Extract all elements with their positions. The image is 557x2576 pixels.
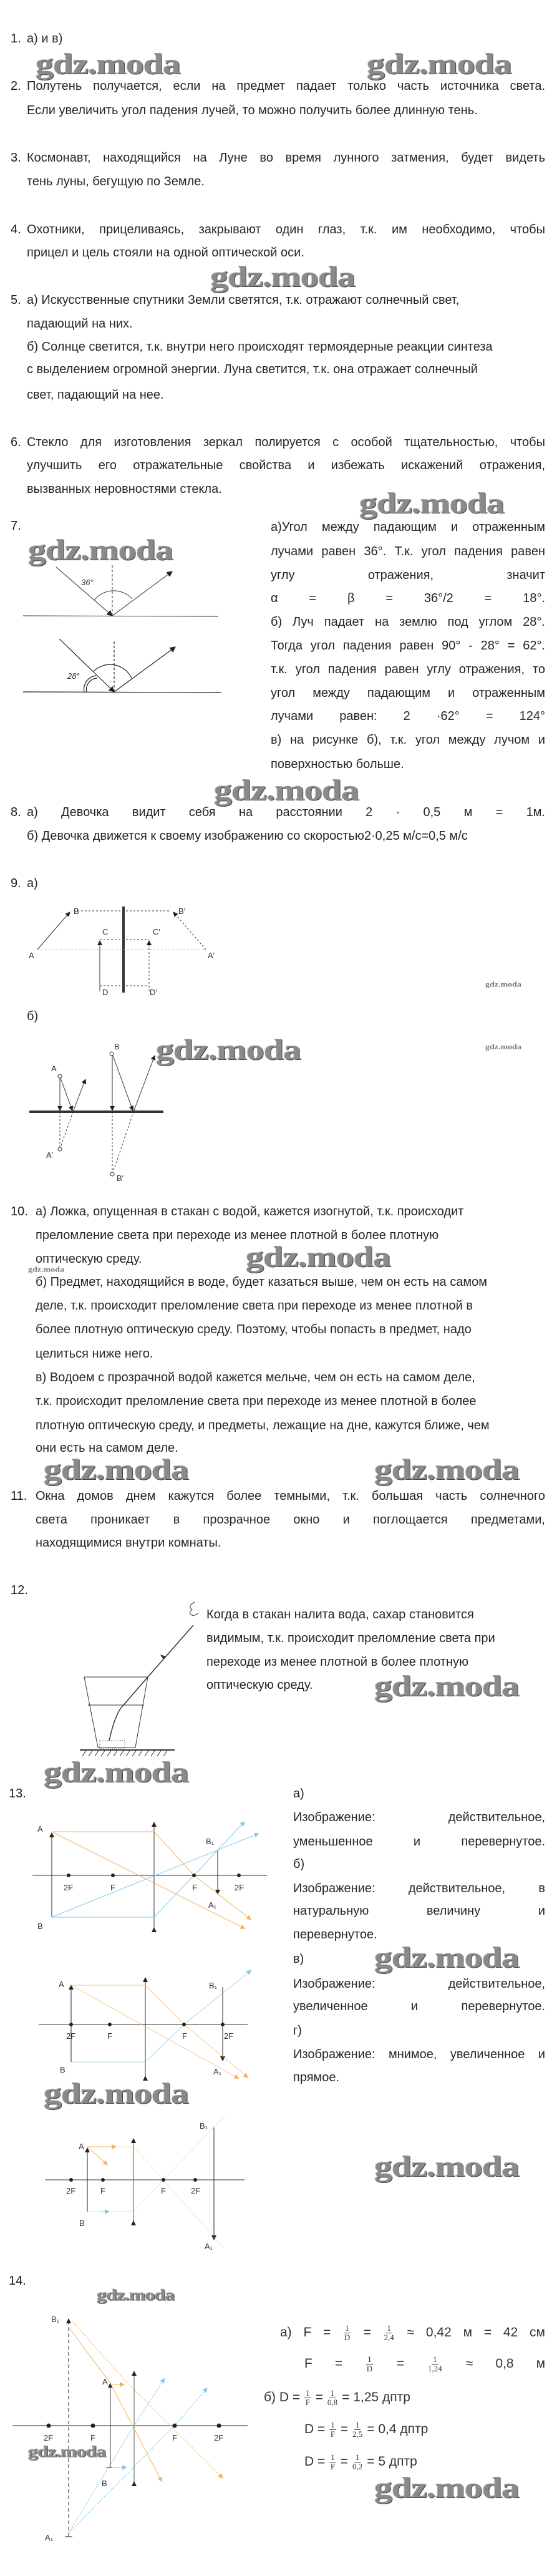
denominator: 2,4 (384, 2332, 394, 2342)
diagram-line (61, 1112, 73, 1147)
formula-token: 42 (503, 2325, 518, 2340)
q10-text-line: целиться ниже него. (36, 1347, 153, 1361)
q8-text-line: а) Девочка видит себя на расстоянии 2 · 0,5 м = 1м. (27, 805, 545, 819)
formula-token: F (303, 2325, 312, 2340)
label-D: D (102, 988, 109, 997)
q5-text-line: падающий на них. (27, 317, 133, 331)
q2-text-line: Если увеличить угол падения лучей, то можно получить более длинную тень. (27, 104, 478, 117)
q6-text-line: вызванных неровностями стекла. (27, 482, 222, 496)
q14-number: 14. (9, 2274, 26, 2288)
formula-token: = (396, 2356, 404, 2371)
diagram-line (71, 1985, 237, 2078)
formula-token: = (340, 2422, 349, 2436)
label-A: A (102, 2377, 108, 2386)
formula-token: D = (304, 2422, 326, 2436)
formula-token: = 0,4 дптр (367, 2422, 429, 2436)
q13-text-line: г) (293, 2024, 302, 2038)
fraction (428, 2355, 442, 2373)
numerator: 1 (306, 2388, 310, 2398)
q9-number: 9. (11, 877, 21, 890)
angle-arc (94, 664, 132, 678)
q9-text-line: б) (27, 1009, 39, 1023)
watermark-logo: gdz.moda (374, 1453, 520, 1486)
watermark-logo: gdz.moda (36, 47, 181, 80)
q8-text-line: б) Девочка движется к своему изображению со скоростью2·0,25 м/с=0,5 м/с (27, 829, 468, 843)
q5-text-line: с выделением огромной энергии. Луна светится, т.к. она отражает солнечный (27, 362, 478, 376)
q13-text-line: Изображение: действительное, (293, 1977, 545, 1991)
formula-token: = (340, 2454, 349, 2469)
denominator: F (330, 2461, 336, 2471)
q10-text-line: плотную оптическую среду, и предметы, лежащие на дне, кажутся ближе, чем (36, 1419, 490, 1432)
label-F: F (172, 2433, 177, 2442)
q10-text-line: они есть на самом деле. (36, 1441, 178, 1455)
numerator: 1 (355, 2419, 360, 2429)
formula-token: D = (304, 2454, 326, 2469)
label-A1: A₁ (213, 2067, 222, 2076)
watermark-logo: gdz.moda (44, 2077, 189, 2110)
diagram-circle (173, 2424, 177, 2428)
label-F: F (182, 2031, 187, 2041)
point-A (58, 1074, 62, 1078)
q13-text-line: прямое. (293, 2071, 340, 2084)
q13b-lens-diagram (39, 1971, 249, 2078)
watermark-logo: gdz.moda (246, 1240, 391, 1273)
label-B: B (114, 1042, 120, 1051)
q13a-lens-diagram (32, 1822, 267, 1928)
watermark-logo: gdz.moda (44, 1453, 189, 1486)
watermark-logo: gdz.moda (28, 533, 173, 566)
q1-number: 1. (11, 32, 21, 46)
formula-token: = (483, 2325, 492, 2340)
q12-text-line: Когда в стакан налита вода, сахар становится (206, 1608, 474, 1621)
label-F: F (107, 2031, 112, 2041)
label-A: A (79, 2142, 84, 2151)
label-A-prime: A′ (208, 951, 215, 960)
q11-text-line: Окна домов днем кажутся более темными, т.к. большая часть солнечного (36, 1489, 545, 1503)
diagram-circle (237, 1874, 241, 1877)
denominator: 2,5 (352, 2429, 363, 2439)
label-F: F (100, 2186, 105, 2195)
watermark-logo: gdz.moda (359, 487, 505, 520)
diagram-circle (111, 1874, 115, 1877)
numerator: 1 (355, 2452, 360, 2462)
numerator: 1 (331, 2419, 335, 2429)
formula-token: 0,42 (425, 2325, 452, 2340)
q10-text-line: т.к. происходит преломление света при переходе из менее плотной в более (36, 1394, 477, 1408)
watermark-logo: gdz.moda (374, 2150, 520, 2183)
watermark-logo: gdz.moda (156, 1033, 301, 1066)
label-F: F (110, 1883, 115, 1892)
label-B: B (74, 906, 79, 916)
label-B1: B₁ (51, 2315, 60, 2324)
formula-token: = (334, 2356, 343, 2371)
q7-text-line: углу отражения, значит (271, 568, 545, 582)
q5-text-line: а) Искусственные спутники Земли светятся, т.к. отражают солнечный свет, (27, 293, 460, 307)
angle-arc-small (87, 678, 97, 692)
point-B (110, 1052, 114, 1056)
watermark-logo: gdz.moda (485, 1043, 521, 1051)
watermark-logo: gdz.moda (28, 1266, 64, 1274)
label-A1: A₁ (45, 2533, 54, 2542)
watermark-logo: gdz.moda (28, 2442, 106, 2461)
q8-number: 8. (11, 805, 21, 819)
fraction (304, 2389, 311, 2407)
q13-text-line: уменьшенное и перевернутое. (293, 1835, 545, 1849)
formula-token: м (536, 2356, 545, 2371)
watermark-logo: gdz.moda (485, 981, 521, 989)
q13-text-line: увеличенное и перевернутое. (293, 2000, 545, 2013)
fraction (329, 2453, 336, 2471)
q4-text-line: Охотники, прицеливаясь, закрывают один глаз, т.к. им необходимо, чтобы (27, 223, 545, 236)
q2-number: 2. (11, 79, 21, 93)
q3-text-line: Космонавт, находящийся на Луне во время лунного затмения, будет видеть (27, 151, 545, 165)
numerator: 1 (330, 2388, 335, 2398)
watermark-logo: gdz.moda (97, 2285, 175, 2304)
diagram-line (52, 1832, 243, 1928)
formula-token: ≈ (407, 2325, 415, 2340)
diagram-circle (69, 2023, 73, 2026)
label-A1: A₁ (208, 1900, 217, 1910)
q13-text-line: Изображение: мнимое, увеличенное и (293, 2048, 545, 2061)
label-B1: B₁ (209, 1981, 218, 1990)
reflected-ray (114, 647, 175, 692)
q10-text-line: в) Водоем с прозрачной водой кажется мельче, чем он есть на самом деле, (36, 1371, 475, 1384)
label-2F: 2F (44, 2433, 54, 2442)
diagram-polyline (87, 2147, 225, 2249)
q6-number: 6. (11, 435, 21, 449)
q11-text-line: света проникает в прозрачное окно и поглощается предметами, (36, 1513, 545, 1527)
fraction (344, 2324, 351, 2342)
denominator: 0,2 (352, 2461, 363, 2471)
q7-text-line: α = β = 36°/2 = 18°. (271, 591, 545, 605)
fraction (352, 2421, 362, 2439)
q13-text-line: Изображение: действительное, (293, 1810, 545, 1824)
watermark-logo: gdz.moda (210, 260, 356, 293)
q11-number: 11. (11, 1489, 27, 1503)
q12-text-line: переходе из менее плотной в более плотную (206, 1655, 469, 1669)
q13-text-line: в) (293, 1952, 304, 1966)
watermark-logo: gdz.moda (44, 1756, 189, 1789)
label-B: B (37, 1922, 43, 1931)
q7-text-line: поверхностью больше. (271, 757, 404, 771)
label-2F: 2F (64, 1883, 74, 1892)
numerator: 1 (331, 2452, 335, 2462)
diagram-circle (221, 2023, 225, 2026)
q12-text-line: оптическую среду. (206, 1678, 313, 1692)
formula-token: F (304, 2356, 312, 2371)
diagram-circle (108, 2023, 112, 2026)
q7-text-line: лучами равен: 2 ·62° = 124° (271, 709, 545, 723)
formula-row (280, 2319, 545, 2346)
mirror-surface (23, 692, 221, 693)
diagram-line (73, 1079, 85, 1112)
q10-text-line: преломление света при переходе из менее плотной в более плотную (36, 1228, 439, 1242)
diagram-polyline (71, 1985, 246, 2076)
label-A: A (59, 1980, 64, 1989)
formula-token: а) (280, 2325, 292, 2340)
watermark-logo: gdz.moda (214, 774, 359, 807)
eye-icon (190, 1602, 198, 1616)
label-C: C (102, 927, 109, 936)
q5-text-line: свет, падающий на нее. (27, 388, 164, 402)
label-2F: 2F (191, 2186, 201, 2195)
fraction (366, 2355, 373, 2373)
numerator: 1 (345, 2323, 349, 2333)
denominator: D (366, 2363, 373, 2373)
formula-token: 0,8 (495, 2356, 514, 2371)
diagram-line (133, 1056, 155, 1112)
label-A1: A₁ (205, 2242, 213, 2251)
label-A: A (37, 1824, 43, 1834)
formula-row (264, 2384, 410, 2411)
q10-text-line: а) Ложка, опущенная в стакан с водой, кажется изогнутой, т.к. происходит (36, 1205, 464, 1218)
q12-text-line: видимым, т.к. происходит преломление света при (206, 1631, 495, 1645)
diagram-circle (217, 2424, 221, 2428)
point-A-prime (58, 1147, 62, 1151)
q6-text-line: Стекло для изготовления зеркал полируется с особой тщательностью, чтобы (27, 435, 545, 449)
q13-number: 13. (9, 1787, 26, 1801)
incident-ray (59, 639, 114, 692)
angle-arc (94, 591, 132, 600)
label-B1: B₁ (200, 2121, 208, 2131)
q14-lens-diagram (12, 2319, 248, 2537)
formula-token: = 1,25 дптр (342, 2390, 410, 2404)
q5-number: 5. (11, 293, 21, 307)
label-D-prime: D′ (150, 988, 157, 997)
diagram-circle (101, 2178, 105, 2182)
q4-number: 4. (11, 223, 21, 236)
light-ray (109, 1625, 193, 1741)
reflected-ray (112, 571, 172, 616)
formula-token: = (363, 2325, 371, 2340)
label-B: B (60, 2065, 65, 2074)
fraction (329, 2421, 336, 2439)
watermark-logo: gdz.moda (367, 47, 512, 80)
q4-text-line: прицел и цель стояли на одной оптической оси. (27, 246, 304, 260)
label-2F: 2F (66, 2031, 76, 2041)
label-2F: 2F (214, 2433, 224, 2442)
diagram-circle (69, 2178, 73, 2182)
q13-text-line: а) (293, 1787, 304, 1801)
q7-diagram-a (23, 565, 218, 616)
point-B-prime (110, 1172, 114, 1176)
q1-text-line: а) и в) (27, 32, 63, 46)
q13c-lens-diagram (45, 2116, 245, 2249)
watermark-logo: gdz.moda (374, 1670, 520, 1703)
q10-text-line: оптическую среду. (36, 1252, 142, 1266)
label-F: F (192, 1883, 197, 1892)
q10-number: 10. (11, 1205, 28, 1218)
q13-text-line: Изображение: действительное, в (293, 1882, 545, 1895)
q7-text-line: Тогда угол падения равен 90° - 28° = 62°. (271, 639, 545, 653)
label-B-prime: B′ (178, 906, 186, 916)
label-F: F (161, 2186, 166, 2195)
q7-text-line: б) Луч падает на землю под углом 28°. (271, 615, 545, 629)
q10-text-line: б) Предмет, находящийся в воде, будет казаться выше, чем он есть на самом (36, 1275, 487, 1289)
q3-text-line: тень луны, бегущую по Земле. (27, 175, 205, 188)
incident-ray (56, 567, 112, 616)
formula-row (304, 2416, 428, 2443)
denominator: F (305, 2397, 310, 2407)
fraction (327, 2389, 337, 2407)
diagram-circle (67, 1874, 70, 1877)
diagram-line (61, 1078, 72, 1111)
angle-label-28: 28° (67, 671, 80, 681)
q7-text-line: угол между падающим и отраженным (271, 686, 545, 700)
label-2F: 2F (224, 2031, 234, 2041)
q13-text-line: натуральную величину и (293, 1904, 545, 1918)
q10-text-line: более плотную оптическую среду. Поэтому, чтобы попасть в предмет, надо (36, 1323, 472, 1336)
angle-arc-small (84, 676, 96, 692)
q12-number: 12. (11, 1583, 28, 1597)
label-2F: 2F (235, 1883, 245, 1892)
label-C-prime: C′ (153, 927, 160, 936)
watermark-logo: gdz.moda (374, 1941, 520, 1974)
diagram-circle (47, 2424, 51, 2428)
image-AB (173, 912, 206, 950)
formula-token: см (530, 2325, 545, 2340)
label-F: F (90, 2433, 95, 2442)
diagram-line (113, 1056, 133, 1111)
label-2F: 2F (66, 2186, 76, 2195)
diagram-circle (91, 2424, 95, 2428)
fraction (384, 2324, 394, 2342)
q2-text-line: Полутень получается, если на предмет падает только часть источника света. (27, 79, 545, 93)
label-B1: B₁ (206, 1837, 215, 1846)
numerator: 1 (367, 2354, 372, 2364)
q7-number: 7. (11, 519, 21, 533)
diagram-line (113, 1112, 133, 1172)
diagram-line (87, 2147, 106, 2164)
q7-text-line: в) на рисунке б), т.к. угол между лучом и (271, 733, 545, 747)
q9a-diagram (37, 906, 206, 993)
denominator: F (330, 2429, 336, 2439)
watermark-logo: gdz.moda (374, 2471, 520, 2504)
formula-token: = (315, 2390, 323, 2404)
q13-text-line: б) (293, 1857, 305, 1871)
fraction (352, 2453, 362, 2471)
q9-text-line: а) (27, 877, 38, 890)
q10-text-line: деле, т.к. происходит преломление света при переходе из менее плотной в (36, 1299, 473, 1313)
numerator: 1 (387, 2323, 391, 2333)
q3-number: 3. (11, 151, 21, 165)
formula-token: = (323, 2325, 331, 2340)
q6-text-line: улучшить его отражательные свойства и избежать искажений отражения, (27, 459, 545, 472)
label-A: A (29, 951, 34, 960)
q12-glass-diagram (80, 1602, 198, 1756)
label-B: B (79, 2219, 85, 2228)
formula-token: м (463, 2325, 473, 2340)
object-AB (37, 912, 70, 950)
q7-text-line: т.к. угол падения равен углу отражения, то (271, 663, 545, 676)
formula-token: б) D = (264, 2390, 301, 2404)
formula-row (304, 2350, 545, 2378)
q5-text-line: б) Солнце светится, т.к. внутри него происходят термоядерные реакции синтеза (27, 340, 493, 354)
q7-text-line: а)Угол между падающим и отраженным (271, 520, 545, 534)
label-A: A (51, 1064, 57, 1073)
formula-row (304, 2448, 417, 2476)
numerator: 1 (433, 2354, 437, 2364)
diagram-circle (182, 2023, 186, 2026)
diagram-circle (193, 2178, 197, 2182)
q13-text-line: перевернутое. (293, 1928, 377, 1942)
label-B-prime: B′ (117, 1174, 124, 1183)
formula-token: ≈ (465, 2356, 473, 2371)
label-A-prime: A′ (46, 1150, 54, 1160)
q7-text-line: лучами равен 36°. Т.к. угол падения равен (271, 545, 545, 558)
q11-text-line: находящимися внутри комнаты. (36, 1536, 221, 1550)
label-B: B (102, 2479, 107, 2488)
angle-label-36: 36° (81, 578, 94, 587)
denominator: D (344, 2332, 351, 2342)
denominator: 0,8 (327, 2397, 338, 2407)
formula-token: = 5 дптр (367, 2454, 417, 2469)
diagram-circle (192, 1874, 196, 1877)
diagram-circle (162, 2178, 165, 2182)
diagram-polyline (69, 2389, 206, 2533)
denominator: 1,24 (427, 2363, 442, 2373)
q7-diagram-b (23, 639, 221, 693)
